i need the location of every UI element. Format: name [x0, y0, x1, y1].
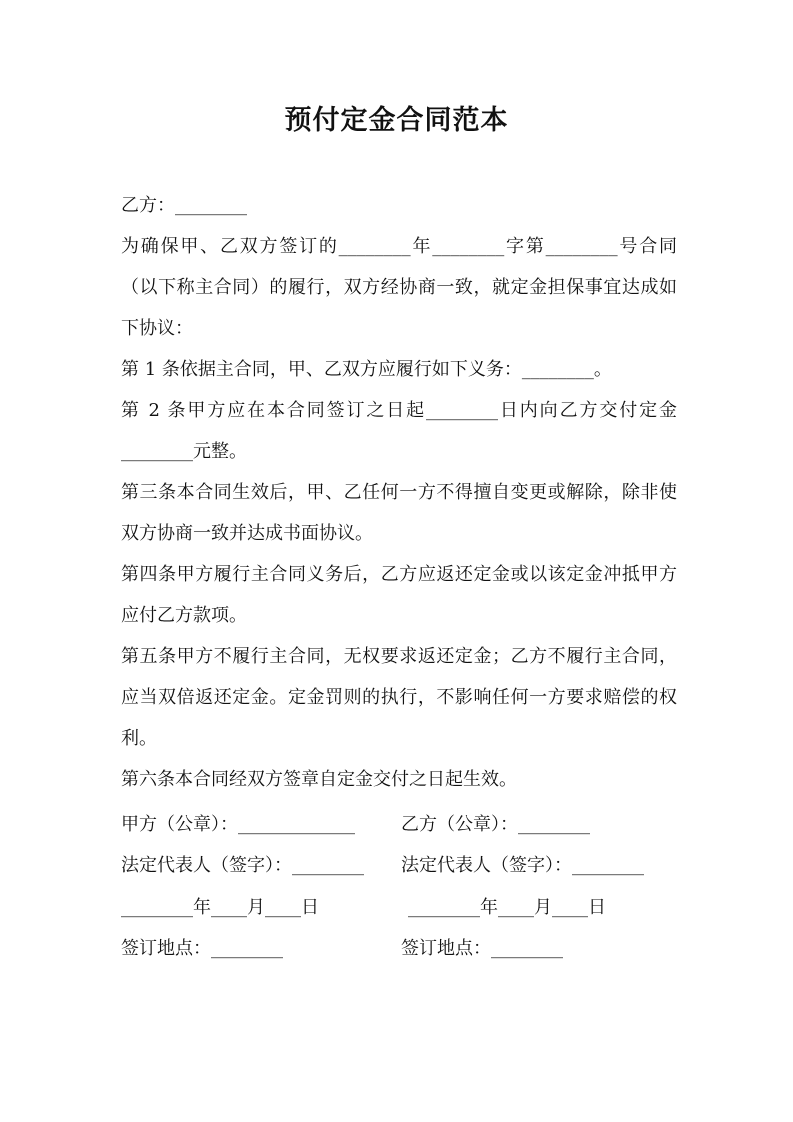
article-3: 第三条本合同生效后，甲、乙任何一方不得擅自变更或解除，除非使双方协商一致并达成书面协议。 — [121, 482, 677, 544]
contract-body — [121, 185, 677, 800]
party-a-representative: 法定代表人（签字）：________ — [121, 855, 364, 876]
signature-row-seal — [121, 804, 681, 845]
preamble-paragraph: 为确保甲、乙双方签订的________年________字第________号合同（以下称主合同）的履行，双方经协商一致，就定金担保事宜达成如下协议： — [121, 236, 677, 339]
signature-row-representative — [121, 845, 681, 886]
signature-row-date — [121, 887, 681, 928]
party-b-seal: 乙方（公章）：________ — [401, 814, 590, 835]
article-2: 第 2 条甲方应在本合同签订之日起________日内向乙方交付定金________元整。 — [121, 400, 677, 462]
article-1: 第 1 条依据主合同，甲、乙双方应履行如下义务：________。 — [121, 359, 612, 380]
party-a-seal: 甲方（公章）：_____________ — [121, 814, 355, 835]
party-a-place: 签订地点：________ — [121, 938, 283, 959]
article-6: 第六条本合同经双方签章自定金交付之日起生效。 — [121, 769, 517, 790]
party-b-representative: 法定代表人（签字）：________ — [401, 855, 644, 876]
signature-row-place — [121, 928, 681, 969]
party-b-line: 乙方：________ — [121, 195, 247, 216]
article-4: 第四条甲方履行主合同义务后，乙方应返还定金或以该定金冲抵甲方应付乙方款项。 — [121, 564, 677, 626]
party-b-date: ________年____月____日 — [408, 897, 606, 918]
party-a-date: ________年____月____日 — [121, 897, 319, 918]
document-title: 预付定金合同范本 — [284, 105, 509, 136]
article-5: 第五条甲方不履行主合同，无权要求返还定金；乙方不履行主合同，应当双倍返还定金。定金罚则的执行，不影响任何一方要求赔偿的权利。 — [121, 646, 677, 749]
party-b-place: 签订地点：________ — [401, 938, 563, 959]
